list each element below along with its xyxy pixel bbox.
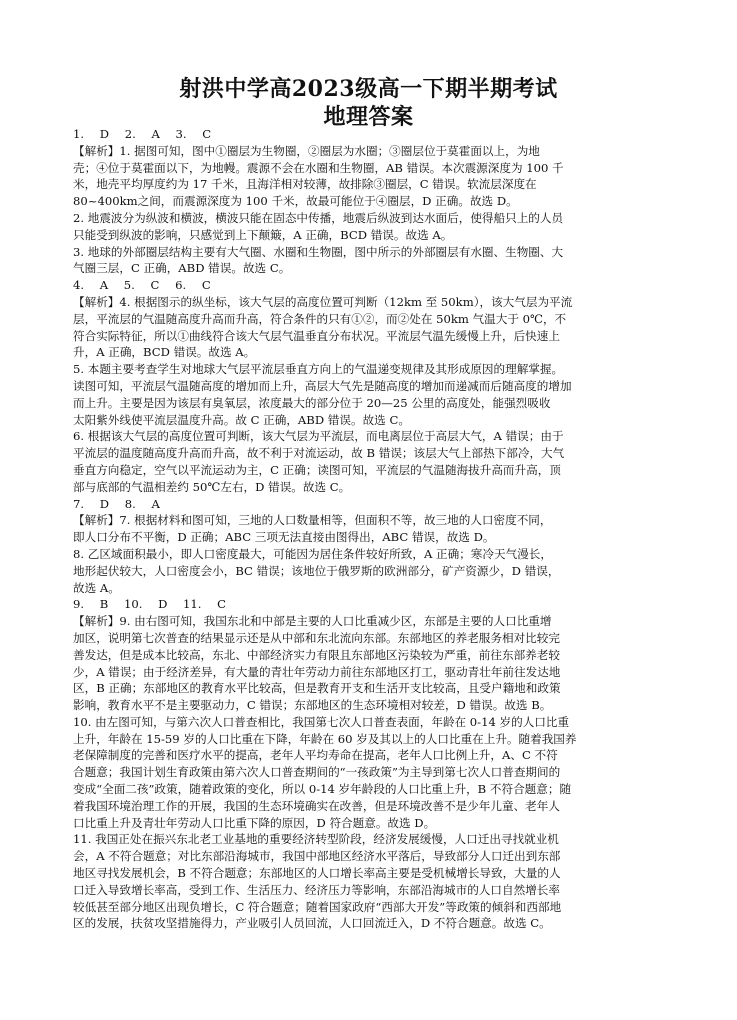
text-line: 【解析】9. 由右图可知，我国东北和中部是主要的人口比重减少区，东部是主要的人口比重增: [73, 614, 552, 629]
text-line: 6. 根据该大气层的高度位置可判断，该大气层为平流层，而电离层位于高层大气，A 错误；由于: [73, 429, 564, 444]
text-line: 3. 地球的外部圈层结构主要有大气圈、水圈和生物圈，图中所示的外部圈层有水圈、生物圈、大: [73, 244, 564, 259]
answer-key-line: 4. A 5. C 6. C: [73, 278, 211, 293]
text-line: 垂直方向稳定，空气以平流运动为主，C 正确；读图可知，平流层的气温随海拔升高而升高，顶: [73, 462, 561, 477]
text-line: 老保障制度的完善和医疗水平的提高，老年人平均寿命在提高，老年人口比例上升，A、C 不符: [73, 748, 558, 763]
text-line: 【解析】1. 据图可知，图中①圈层为生物圈，②圈层为水圈；③圈层位于莫霍面以上，为地: [73, 143, 540, 158]
answer-key-line: 7. D 8. A: [73, 496, 160, 511]
text-line: 即人口分布不平衡，D 正确；ABC 三项无法直接由图得出，ABC 错误，故选 D。: [73, 530, 495, 545]
text-line: 5. 本题主要考查学生对地球大气层平流层垂直方向上的气温递变规律及其形成原因的理解掌握。: [73, 362, 564, 377]
text-line: 善发达，但是成本比较高，东北、中部经济实力有限且东部地区污染较为严重，前往东部养老较: [73, 647, 560, 662]
text-line: 【解析】4. 根据图示的纵坐标，该大气层的高度位置可判断（12km 至 50km），该大气层为平流: [73, 294, 573, 309]
text-line: 11. 我国正处在振兴东北老工业基地的重要经济转型阶段，经济发展缓慢，人口迁出寻找就业机: [73, 832, 559, 847]
text-line: 8. 乙区域面积最小，即人口密度最大，可能因为居住条件较好所致，A 正确；寒冷天气漫长，: [73, 546, 552, 561]
page-title: 射洪中学高2023级高一下期半期考试: [179, 76, 558, 102]
text-line: 故选 A。: [73, 580, 120, 595]
text-line: 10. 由左图可知，与第六次人口普查相比，我国第七次人口普查表面，年龄在 0-14 岁的人口比重: [73, 714, 570, 729]
text-line: 会，A 不符合题意；对比东部沿海城市，我国中部地区经济水平落后，导致部分人口迁出到东部: [73, 849, 561, 864]
text-line: 口比重上升及青壮年劳动人口比重下降的原因，D 符合题意。故选 D。: [73, 815, 436, 830]
answer-key-line: 1. D 2. A 3. C: [73, 127, 212, 141]
text-line: 80~400km之间，而震源深度为 100 千米，故最可能位于④圈层，D 正确。故选 D。: [73, 194, 518, 209]
text-line: 部与底部的气温相差约 50℃左右，D 错误。故选 C。: [73, 479, 351, 494]
answer-key-line: 9. B 10. D 11. C: [73, 597, 227, 612]
text-line: 气圈三层，C 正确，ABD 错误。故选 C。: [73, 261, 291, 276]
text-line: 太阳紫外线使平流层温度升高。故 C 正确，ABD 错误。故选 C。: [73, 412, 410, 427]
text-line: 平流层的温度随高度升高而升高，故不利于对流运动，故 B 错误；该层大气上部热下部冷，大气: [73, 446, 565, 461]
text-line: 影响，教育水平不是主要驱动力，C 错误；东部地区的生态环境相对较差，D 错误。故选 B。: [73, 698, 552, 713]
text-line: 米，地壳平均厚度约为 17 千米，且海洋相对较薄，故排除③圈层，C 错误。软流层深度在: [73, 177, 537, 192]
text-line: 区的发展，扶贫攻坚措施得力，产业吸引人员回流，人口回流迁入，D 不符合题意。故选 C。: [73, 916, 551, 931]
text-line: 符合实际特征，所以①曲线符合该大气层气温垂直分布状况。平流层气温先缓慢上升，后快速上: [73, 328, 560, 343]
text-line: 地形起伏较大，人口密度会小，BC 错误；该地位于俄罗斯的欧洲部分，矿产资源少，D 错误，: [73, 563, 560, 578]
text-line: 较低甚至部分地区出现负增长，C 符合题意；随着国家政府“西部大开发”等政策的倾斜和西部地: [73, 899, 562, 914]
answer-content: [73, 126, 667, 932]
text-line: 地区寻找发展机会，B 不符合题意；东部地区的人口增长率高主要是受机械增长导致，大量的人: [73, 866, 561, 881]
text-line: 壳；④位于莫霍面以下，为地幔。震源不会在水圈和生物圈，AB 错误。本次震源深度为 100 千: [73, 160, 564, 175]
text-line: 口迁入导致增长率高，受到工作、生活压力、经济压力等影响，东部沿海城市的人口自然增长率: [73, 882, 560, 897]
text-line: 加区，说明第七次普查的结果显示还是从中部和东北流向东部。东部地区的养老服务相对比较完: [73, 630, 560, 645]
text-line: 合题意；我国计划生育政策由第六次人口普查期间的“一孩政策”为主导到第七次人口普查期间的: [73, 765, 561, 780]
text-line: 着我国环境治理工作的开展，我国的生态环境确实在改善，但是环境改善不是少年儿童、老年人: [73, 798, 560, 813]
text-line: 少，A 错误；由于经济差异，有大量的青壮年劳动力前往东部地区打工，驱动青壮年前往发达地: [73, 664, 561, 679]
text-line: 【解析】7. 根据材料和图可知，三地的人口数量相等，但面积不等，故三地的人口密度不同，: [73, 513, 552, 528]
text-line: 层，平流层的气温随高度升高而升高，符合条件的只有①②，而②处在 50km 气温大于 0℃，不: [73, 311, 567, 326]
text-line: 而上升。主要是因为该层有臭氧层，浓度最大的部分位于 20—25 公里的高度处，能强烈吸收: [73, 395, 551, 410]
text-line: 变成“全面二孩”政策，随着政策的变化，所以 0-14 岁年龄段的人口比重上升，B 不符合题意；随: [73, 782, 572, 797]
page-subtitle: 地理答案: [323, 104, 414, 130]
text-line: 区，B 正确；东部地区的教育水平比较高，但是教育开支和生活开支比较高，且受户籍地和政策: [73, 681, 561, 696]
text-line: 2. 地震波分为纵波和横波，横波只能在固态中传播，地震后纵波到达水面后，使得船只上的人员: [73, 210, 564, 225]
text-line: 只能受到纵波的影响，只感觉到上下颠簸，A 正确，BCD 错误。故选 A。: [73, 227, 453, 242]
text-line: 升，A 正确，BCD 错误。故选 A。: [73, 345, 256, 360]
text-line: 上升，年龄在 15-59 岁的人口比重在下降，年龄在 60 岁及其以上的人口比重在上升。随着我国养: [73, 731, 577, 746]
text-line: 读图可知，平流层气温随高度的增加而上升，高层大气先是随高度的增加而递减而后随高度的增加: [73, 378, 572, 393]
